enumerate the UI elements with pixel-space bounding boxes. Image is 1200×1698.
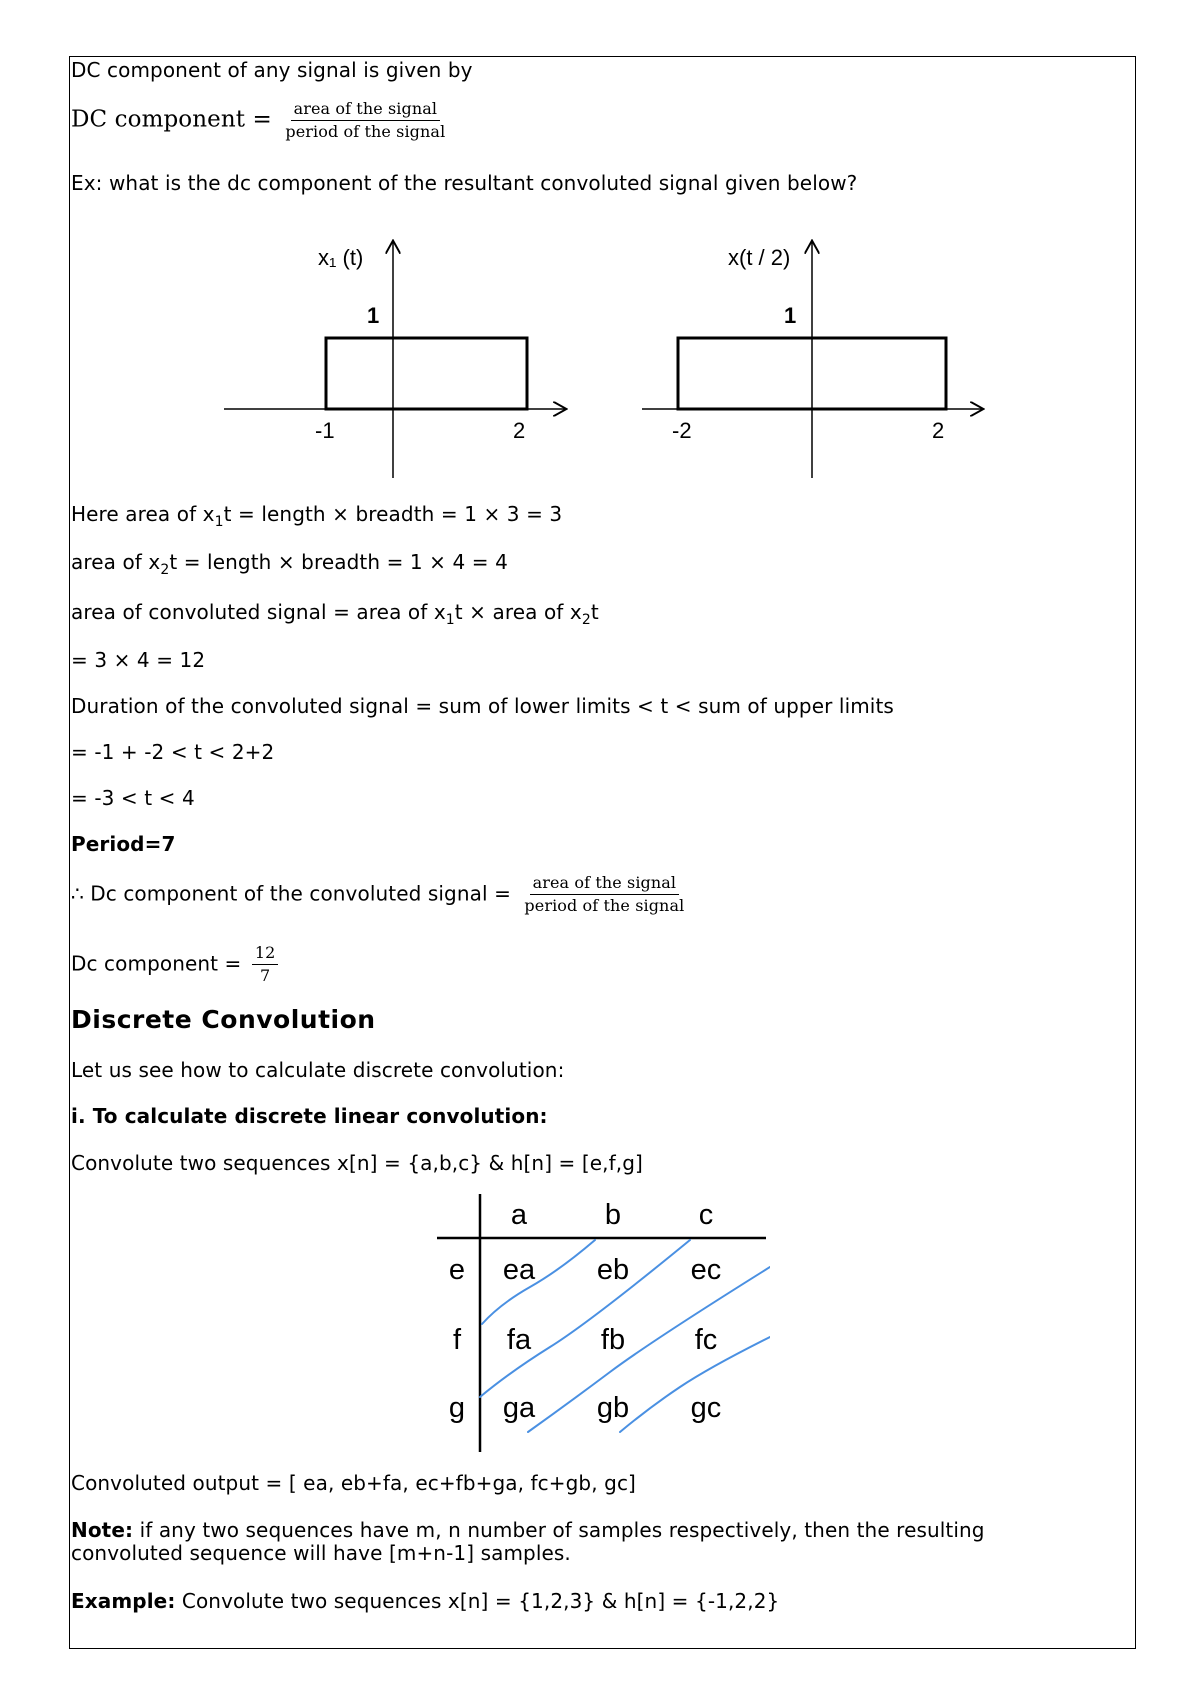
col-header-b: b [604, 1199, 622, 1231]
dc-conv-line [71, 874, 687, 916]
signal2-left-tick: -2 [672, 418, 692, 443]
cell-fb: fb [600, 1324, 626, 1356]
dc-value-lhs: Dc component = [71, 951, 242, 976]
dc-formula [71, 100, 448, 142]
area2-line [71, 550, 508, 578]
dc-value-line [71, 944, 278, 986]
diagonal-stroke-1 [482, 1240, 595, 1324]
signal1-label: x₁ (t) [318, 245, 364, 270]
area-conv-sub2: 2 [581, 612, 591, 628]
area-conv-line [71, 600, 599, 628]
duration: Duration of the convoluted signal = sum of lower limits < t < sum of upper limits [71, 694, 894, 718]
signal1-right-tick: 2 [513, 418, 526, 443]
dc-formula-lhs: DC component = [71, 106, 272, 133]
signal2-label: x(t / 2) [728, 245, 791, 270]
dc-value-numerator: 12 [252, 944, 279, 965]
row-header-g: g [448, 1392, 466, 1424]
signal-diagrams [210, 230, 1010, 480]
signal1-left-tick: -1 [315, 418, 335, 443]
note-text: if any two sequences have m, n number of samples respectively, then the resulting [133, 1518, 985, 1542]
section-intro: Let us see how to calculate discrete convolution: [71, 1058, 565, 1082]
note-text-2: convoluted sequence will have [m+n-1] samples. [71, 1541, 571, 1565]
dc-conv-denominator: period of the signal [524, 896, 685, 916]
cell-fc: fc [694, 1324, 718, 1356]
convoluted-output: Convoluted output = [ ea, eb+fa, ec+fb+ga, fc+gb, gc] [71, 1471, 636, 1495]
example-text: Convolute two sequences x[n] = {1,2,3} & h[n] = {-1,2,2} [175, 1589, 780, 1613]
section-heading: Discrete Convolution [71, 1005, 376, 1034]
signal1-amplitude: 1 [367, 303, 380, 328]
convolute-sequences: Convolute two sequences x[n] = {a,b,c} & h[n] = [e,f,g] [71, 1151, 643, 1175]
col-header-c: c [698, 1199, 714, 1231]
cell-fa: fa [506, 1324, 532, 1356]
dc-conv-lhs: ∴ Dc component of the convoluted signal = [71, 881, 511, 906]
area-conv-text-c: t [590, 600, 599, 624]
area-conv-text-a: area of convoluted signal = area of x [71, 600, 446, 624]
area1-line [71, 502, 562, 530]
dc-intro: DC component of any signal is given by [71, 58, 473, 82]
cell-ec: ec [690, 1254, 722, 1286]
area-conv-sub1: 1 [445, 612, 455, 628]
signal2-plot [642, 242, 982, 478]
cell-ea: ea [502, 1254, 536, 1286]
area1-sub: 1 [214, 514, 224, 530]
signal1-plot [224, 242, 565, 478]
diagonal-stroke-3 [528, 1267, 770, 1432]
area-conv-text-b: t × area of x [454, 600, 582, 624]
note-label: Note: [71, 1518, 134, 1542]
period: Period=7 [71, 832, 176, 856]
example-label: Example: [71, 1589, 176, 1613]
subheading: i. To calculate discrete linear convolution: [71, 1104, 548, 1128]
dc-conv-numerator: area of the signal [530, 874, 680, 895]
example-question: Ex: what is the dc component of the resultant convoluted signal given below? [71, 171, 858, 195]
example-line [71, 1589, 779, 1613]
signal2-amplitude: 1 [784, 303, 797, 328]
note-paragraph [71, 1519, 985, 1565]
duration-step1: = -1 + -2 < t < 2+2 [71, 740, 275, 764]
row-header-e: e [448, 1254, 466, 1286]
col-header-a: a [510, 1199, 528, 1231]
row-header-f: f [452, 1324, 462, 1356]
dc-conv-fraction [521, 874, 687, 916]
signal2-right-tick: 2 [932, 418, 945, 443]
area2-text-a: area of x [71, 550, 161, 574]
area2-sub: 2 [160, 562, 170, 578]
duration-step2: = -3 < t < 4 [71, 786, 195, 810]
dc-value-denominator: 7 [260, 966, 271, 986]
dc-formula-fraction [282, 100, 448, 142]
cell-gb: gb [596, 1392, 630, 1424]
dc-formula-numerator: area of the signal [291, 100, 441, 121]
area1-text-a: Here area of x [71, 502, 215, 526]
convolution-table [430, 1192, 770, 1454]
area2-text-b: t = length × breadth = 1 × 4 = 4 [169, 550, 508, 574]
cell-ga: ga [502, 1392, 536, 1424]
area-result: = 3 × 4 = 12 [71, 648, 206, 672]
cell-eb: eb [596, 1254, 630, 1286]
dc-formula-denominator: period of the signal [285, 122, 446, 142]
cell-gc: gc [690, 1392, 722, 1424]
dc-value-fraction [252, 944, 279, 986]
signal1-pulse [326, 338, 527, 409]
area1-text-b: t = length × breadth = 1 × 3 = 3 [223, 502, 563, 526]
